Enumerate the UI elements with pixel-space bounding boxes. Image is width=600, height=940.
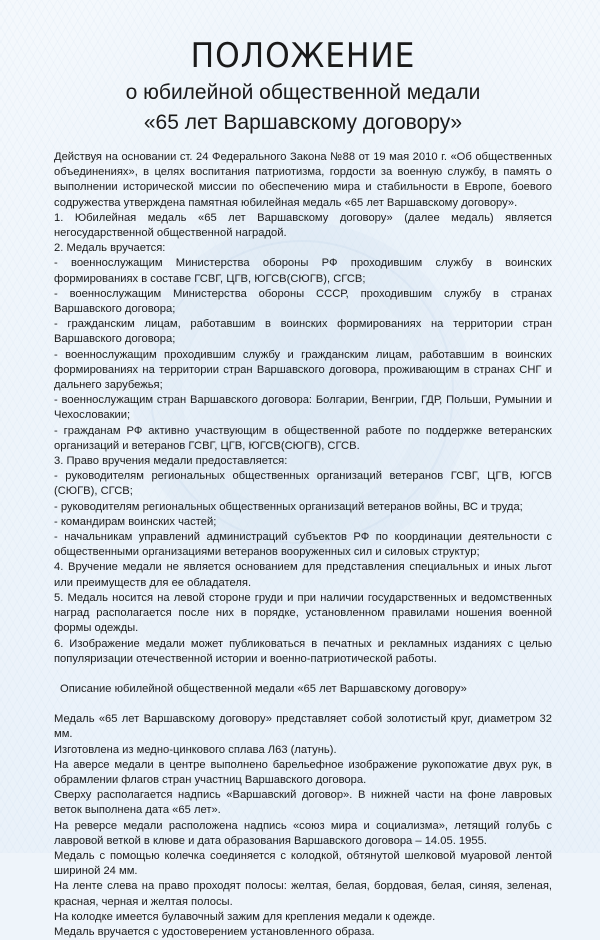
document-subtitle-line1: о юбилейной общественной медали [125, 81, 481, 104]
paragraph: 6. Изображение медали может публиковаться в печатных и рекламных изданиях с целью популяризации отечественной истории и военно-патриотической работы. [54, 637, 552, 665]
description-line: Медаль «65 лет Варшавскому договору» представляет собой золотистый круг, диаметром 32 мм. [54, 713, 552, 741]
paragraph: - начальникам управлений администраций субъектов РФ по координации деятельности с общественными организациями ветеранов вооруженных сил и силовых структур; [54, 531, 552, 559]
paragraph: 1. Юбилейная медаль «65 лет Варшавскому договору» (далее медаль) является негосударственной общественной наградой. [54, 211, 552, 240]
paragraph: - военнослужащим Министерства обороны СССР, проходившим службу в странах Варшавского договора; [54, 287, 552, 316]
paragraph: 3. Право вручения медали предоставляется: [54, 455, 288, 468]
paragraph: - военнослужащим проходившим службу и гражданским лицам, работавшим в воинских формированиях на территории стран Варшавского договора, проживающим в странах СНГ и дальнего зарубежья; [54, 348, 552, 392]
paragraph: - гражданам РФ активно участвующим в общественной работе по поддержке ветеранских организаций и ветеранов ГСВГ, ЦГВ, ЮГСВ(СЮГВ), СГСВ. [54, 424, 552, 452]
paragraph: - военнослужащим стран Варшавского договора: Болгарии, Венгрии, ГДР, Польши, Румынии и Чехословакии; [54, 394, 552, 422]
description-line: На ленте слева на право проходят полосы: желтая, белая, бордовая, белая, синяя, зеленая, красная, черная и желтая полосы. [54, 880, 552, 908]
description-line: Изготовлена из медно-цинкового сплава Л63 (латунь). [54, 743, 337, 756]
description-line: На колодке имеется булавочный зажим для крепления медали к одежде. [54, 910, 436, 923]
paragraph: - руководителям региональных общественных организаций ветеранов ГСВГ, ЦГВ, ЮГСВ (СЮГВ), СГСВ; [54, 470, 552, 498]
paragraph: Действуя на основании ст. 24 Федерального Закона №88 от 19 мая 2010 г. «Об общественных объединениях», в целях воспитания патриотизма, гордости за военную службу, в память о выполнении исторической миссии по обеспечению мира и стабильности в Европе, боевого содружества утверждена памятная юбилейная медаль «65 лет Варшавскому договору». [54, 151, 552, 209]
description-line: На реверсе медали расположена надпись «союз мира и социализма», летящий голубь с лавровой веткой в клюве и дата образования Варшавского договора – 14.05. 1955. [54, 819, 552, 847]
document-title: ПОЛОЖЕНИЕ [190, 36, 416, 76]
paragraph: 5. Медаль носится на левой стороне груди и при наличии государственных и ведомственных наград располагается после них в порядке, установленном правилами ношения военной формы одежды. [54, 591, 552, 635]
paragraph: 2. Медаль вручается: [54, 242, 166, 255]
paragraph: - руководителям региональных общественных организаций ветеранов войны, ВС и труда; [54, 500, 523, 513]
description-line: Медаль вручается с удостоверением установленного образа. [54, 925, 375, 938]
paragraph: - военнослужащим Министерства обороны РФ проходившим службу в воинских формированиях в составе ГСВГ, ЦГВ, ЮГСВ(СЮГВ), СГСВ; [54, 257, 552, 285]
description-line: Сверху располагается надпись «Варшавский договор». В нижней части на фоне лавровых веток выполнена дата «65 лет». [54, 789, 552, 817]
description-line: На аверсе медали в центре выполнено барельефное изображение рукопожатие двух рук, в обрамлении флагов стран участниц Варшавского договора. [54, 758, 552, 786]
paragraph: 4. Вручение медали не является основанием для представления специальных и иных льгот или преимуществ для ее обладателя. [54, 561, 552, 589]
document-subtitle-line2: «65 лет Варшавскому договору» [143, 111, 463, 134]
description-title: Описание юбилейной общественной медали «65 лет Варшавскому договору» [60, 682, 467, 695]
paragraph: - командирам воинских частей; [54, 515, 217, 528]
document-body [54, 150, 552, 940]
paragraph: - гражданским лицам, работавшим в воинских формированиях на территории стран Варшавского договора; [54, 318, 552, 346]
description-line: Медаль с помощью колечка соединяется с колодкой, обтянутой шелковой муаровой лентой шириной 24 мм. [54, 849, 552, 878]
